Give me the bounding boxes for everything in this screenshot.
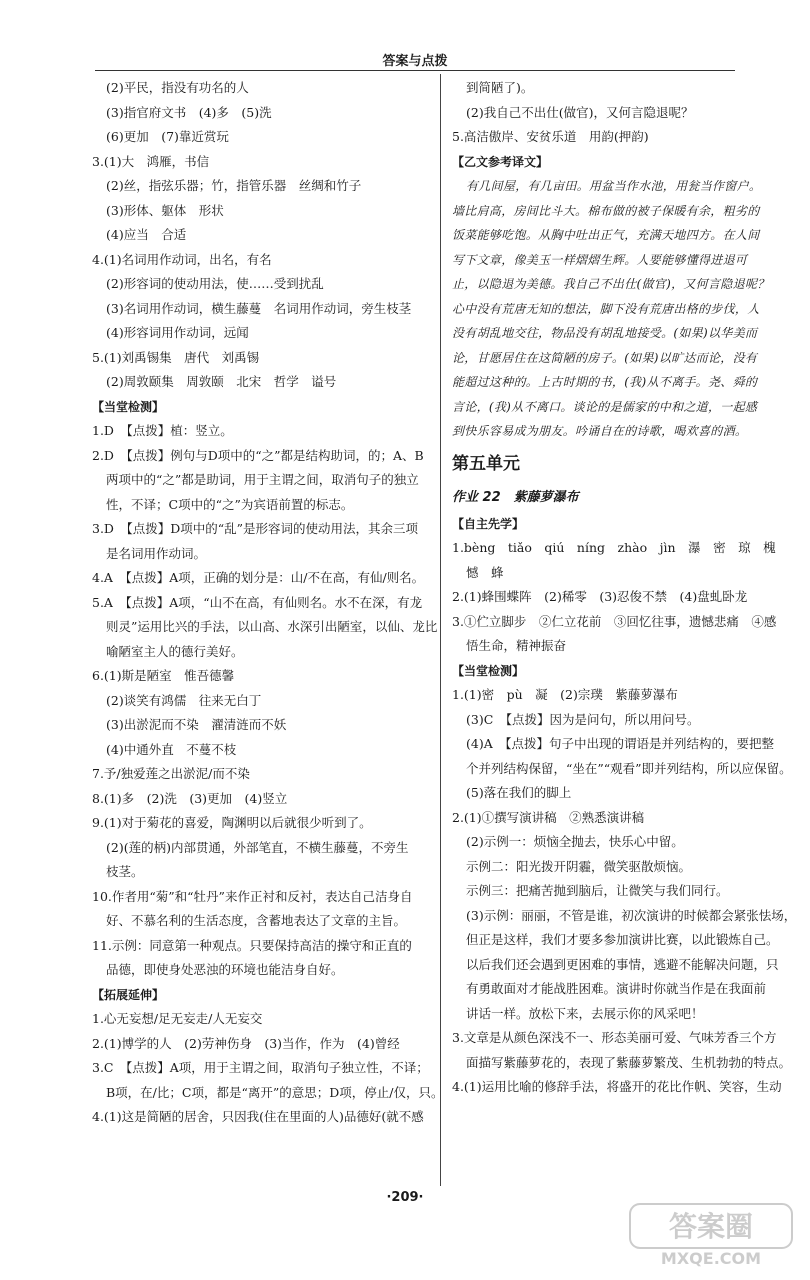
left-lines-41: B项，在/比；C项，都是“离开”的意思；D项，停止/仅，只。 — [106, 1084, 444, 1100]
column-divider — [440, 74, 441, 1186]
left-lines-5: (3)形体、躯体 形状 — [106, 202, 224, 218]
right-top-lines-2: 5.高洁傲岸、安贫乐道 用韵(押韵) — [452, 129, 649, 144]
left-lines-32: 枝茎。 — [106, 864, 144, 879]
right-bottom-lines-15: 示例三：把痛苦抛到脑后，让微笑与我们同行。 — [466, 883, 729, 898]
left-lines-4: (2)丝，指弦乐器；竹，指管乐器 丝绸和竹子 — [106, 178, 362, 193]
left-lines-26: (3)出淤泥而不染 濯清涟而不妖 — [106, 717, 287, 732]
right-top-lines-4: 有几间屋，有几亩田。用盆当作水池，用瓮当作窗户。 — [466, 179, 762, 193]
right-top-lines-9: 心中没有荒唐无知的想法，脚下没有荒唐出格的步伐，人 — [452, 301, 760, 316]
left-lines-9: (3)名词用作动词，横生藤蔓 名词用作动词，旁生枝茎 — [106, 300, 412, 316]
left-lines-1: (3)指官府文书 (4)多 (5)洗 — [106, 104, 272, 120]
right-bottom-lines-5: 悟生命，精神振奋 — [466, 638, 567, 653]
left-lines-28: 7.予/独爱莲之出淤泥/而不染 — [92, 766, 250, 781]
left-lines-16: 两项中的“之”都是助词，用于主谓之间，取消句子的独立 — [106, 472, 419, 487]
right-top-lines-0: 到简陋了)。 — [466, 80, 534, 95]
left-lines-34: 好、不慕名利的生活态度，含蓄地表达了文章的主旨。 — [106, 913, 407, 928]
left-lines-23: 喻陋室主人的德行美好。 — [106, 643, 244, 659]
left-lines-15: 2.D 【点拨】例句与D项中的“之”都是结构助词，的；A、B — [92, 447, 424, 463]
right-column-top — [452, 76, 770, 444]
right-top-lines-5: 墙比肩高，房间比斗大。棉布做的被子保暖有余，粗劣的 — [452, 203, 760, 218]
right-top-lines-14: 到快乐容易成为朋友。吟诵自在的诗歌，喝欢喜的酒。 — [452, 424, 748, 438]
left-lines-10: (4)形容词用作动词，远闻 — [106, 325, 249, 340]
right-bottom-lines-12: 2.(1)①撰写演讲稿 ②熟悉演讲稿 — [452, 809, 645, 825]
left-lines-18: 3.D 【点拨】D项中的“乱”是形容词的使动用法，其余三项 — [92, 521, 419, 536]
watermark-logo — [626, 1200, 796, 1270]
left-lines-21: 5.A 【点拨】A项，“山不在高，有仙则名。水不在深，有龙 — [92, 594, 423, 610]
left-lines-6: (4)应当 合适 — [106, 227, 187, 242]
left-lines-11: 5.(1)刘禹锡集 唐代 刘禹锡 — [92, 349, 260, 365]
left-lines-0: (2)平民，指没有功名的人 — [106, 80, 249, 95]
right-bottom-lines-18: 以后我们还会遇到更困难的事情，逃避不能解决问题，只 — [466, 956, 779, 972]
header-rule — [95, 70, 735, 71]
watermark-logo-text: 答案圈 — [668, 1210, 754, 1243]
right-column — [452, 76, 797, 1100]
right-bottom-lines-6: 【当堂检测】 — [452, 663, 525, 678]
left-lines-40: 3.C 【点拨】A项，用于主谓之间，取消句子独立性，不译； — [92, 1060, 429, 1075]
left-lines-31: (2)(莲的柄)内部贯通，外部笔直，不横生藤蔓，不旁生 — [106, 839, 409, 855]
left-column — [92, 76, 444, 1130]
right-bottom-lines-22: 面描写紫藤萝花的，表现了紫藤萝繁茂、生机勃勃的特点。 — [466, 1054, 792, 1070]
left-lines-19: 是名词用作动词。 — [106, 545, 207, 561]
left-lines-13: 【当堂检测】 — [92, 399, 165, 414]
left-lines-20: 4.A 【点拨】A项，正确的划分是：山/不在高，有仙/则名。 — [92, 570, 425, 585]
right-bottom-lines-7: 1.(1)密 pù 凝 (2)宗璞 紫藤萝瀑布 — [452, 687, 678, 702]
left-lines-22: 则灵”运用比兴的手法，以山高、水深引出陋室，以仙、龙比 — [106, 619, 438, 634]
left-lines-38: 1.心无妄想/足无妄走/人无妄交 — [92, 1011, 263, 1026]
left-lines-8: (2)形容词的使动用法，使……受到扰乱 — [106, 276, 324, 291]
left-lines-35: 11.示例：同意第一种观点。只要保持高洁的操守和正直的 — [92, 937, 412, 953]
work-title: 作业 22 紫藤萝瀑布 — [452, 489, 579, 505]
right-top-lines-1: (2)我自己不出仕(做官)，又何言隐退呢？ — [466, 104, 694, 120]
left-lines-2: (6)更加 (7)靠近赏玩 — [106, 129, 229, 144]
right-top-lines-6: 饭菜能够吃饱。从胸中吐出正气，充满天地四方。在人间 — [452, 228, 760, 242]
page-number: ·209· — [386, 1190, 424, 1205]
right-bottom-lines-4: 3.①伫立脚步 ②仁立花前 ③回忆往事，遗憾悲痛 ④感 — [452, 613, 777, 629]
left-lines-24: 6.(1)斯是陋室 惟吾德馨 — [92, 668, 235, 683]
right-bottom-lines-0: 【自主先学】 — [452, 516, 525, 531]
left-lines-25: (2)谈笑有鸿儒 往来无白丁 — [106, 692, 262, 708]
left-lines-27: (4)中通外直 不蔓不枝 — [106, 741, 237, 757]
right-top-lines-10: 没有胡乱地交往，物品没有胡乱地接受。(如果)以华美而 — [452, 326, 758, 340]
right-bottom-lines-16: (3)示例：丽丽，不管是谁，初次演讲的时候都会紧张怯场， — [466, 907, 797, 923]
right-bottom-lines-2: 憾 蜂 — [466, 564, 504, 580]
left-lines-42: 4.(1)这是简陋的居舍，只因我(住在里面的人)品德好(就不感 — [92, 1109, 424, 1124]
right-top-lines-8: 止，以隐退为美德。我自己不出仕(做官)，又何言隐退呢？ — [452, 277, 770, 291]
right-bottom-lines-13: (2)示例一：烦恼全抛去，快乐心中留。 — [466, 834, 684, 849]
left-lines-14: 1.D 【点拨】植：竖立。 — [92, 423, 233, 438]
right-bottom-lines-1: 1.bèng tiǎo qiú níng zhào jìn 瀑 密 琼 槐 — [452, 540, 776, 555]
right-bottom-lines-23: 4.(1)运用比喻的修辞手法，将盛开的花比作帆、笑容，生动 — [452, 1079, 782, 1094]
left-lines-30: 9.(1)对于菊花的喜爱，陶渊明以后就很少听到了。 — [92, 815, 372, 830]
right-bottom-lines-8: (3)C 【点拨】因为是问句，所以用问号。 — [466, 711, 700, 727]
left-lines-17: 性，不译；C项中的“之”为宾语前置的标志。 — [106, 496, 354, 512]
left-lines-3: 3.(1)大 鸿雁，书信 — [92, 153, 210, 169]
right-bottom-lines-21: 3.文章是从颜色深浅不一、形态美丽可爱、气味芳香三个方 — [452, 1030, 777, 1045]
left-lines-29: 8.(1)多 (2)洗 (3)更加 (4)竖立 — [92, 790, 288, 806]
watermark-logo-sub: MXQE.COM — [660, 1249, 762, 1268]
left-lines-36: 品德，即使身处恶浊的环境也能洁身自好。 — [106, 962, 344, 977]
right-column-bottom — [452, 512, 797, 1100]
right-bottom-lines-17: 但正是这样，我们才要多参加演讲比赛，以此锻炼自己。 — [466, 932, 779, 947]
left-lines-12: (2)周敦颐集 周敦颐 北宋 哲学 谥号 — [106, 374, 337, 389]
right-bottom-lines-19: 有勇敢面对才能战胜困难。演讲时你就当作是在我面前 — [466, 981, 767, 996]
left-lines-39: 2.(1)博学的人 (2)劳神伤身 (3)当作，作为 (4)曾经 — [92, 1035, 400, 1051]
right-top-lines-11: 论，甘愿居住在这简陋的房子。(如果)以旷达而论，没有 — [452, 350, 758, 365]
right-top-lines-12: 能超过这种的。上古时期的书，(我)从不离手。尧、舜的 — [452, 375, 758, 389]
right-top-lines-7: 写下文章，像美玉一样熠熠生辉。人要能够懂得进退可 — [452, 252, 748, 267]
left-lines-37: 【拓展延伸】 — [92, 987, 165, 1002]
unit-title: 第五单元 — [452, 453, 520, 474]
right-bottom-lines-10: 个并列结构保留，“坐在”“观看”即并列结构，所以应保留。 — [466, 760, 792, 776]
left-lines-7: 4.(1)名词用作动词，出名，有名 — [92, 251, 272, 267]
right-bottom-lines-20: 讲话一样。放松下来，去展示你的风采吧！ — [466, 1005, 704, 1021]
right-top-lines-13: 言论，(我)从不离口。谈论的是儒家的中和之道，一起感 — [452, 399, 758, 414]
right-top-lines-3: 【乙文参考译文】 — [452, 154, 549, 169]
right-bottom-lines-11: (5)落在我们的脚上 — [466, 785, 572, 800]
right-bottom-lines-9: (4)A 【点拨】句子中出现的谓语是并列结构的，要把整 — [466, 736, 774, 751]
page-header: 答案与点拨 — [382, 54, 448, 69]
right-bottom-lines-3: 2.(1)蜂围蝶阵 (2)稀零 (3)忍俊不禁 (4)盘虬卧龙 — [452, 589, 748, 604]
left-lines-33: 10.作者用“菊”和“牡丹”来作正衬和反衬，表达自己洁身自 — [92, 888, 413, 904]
right-bottom-lines-14: 示例二：阳光拨开阴霾，微笑驱散烦恼。 — [466, 858, 692, 874]
